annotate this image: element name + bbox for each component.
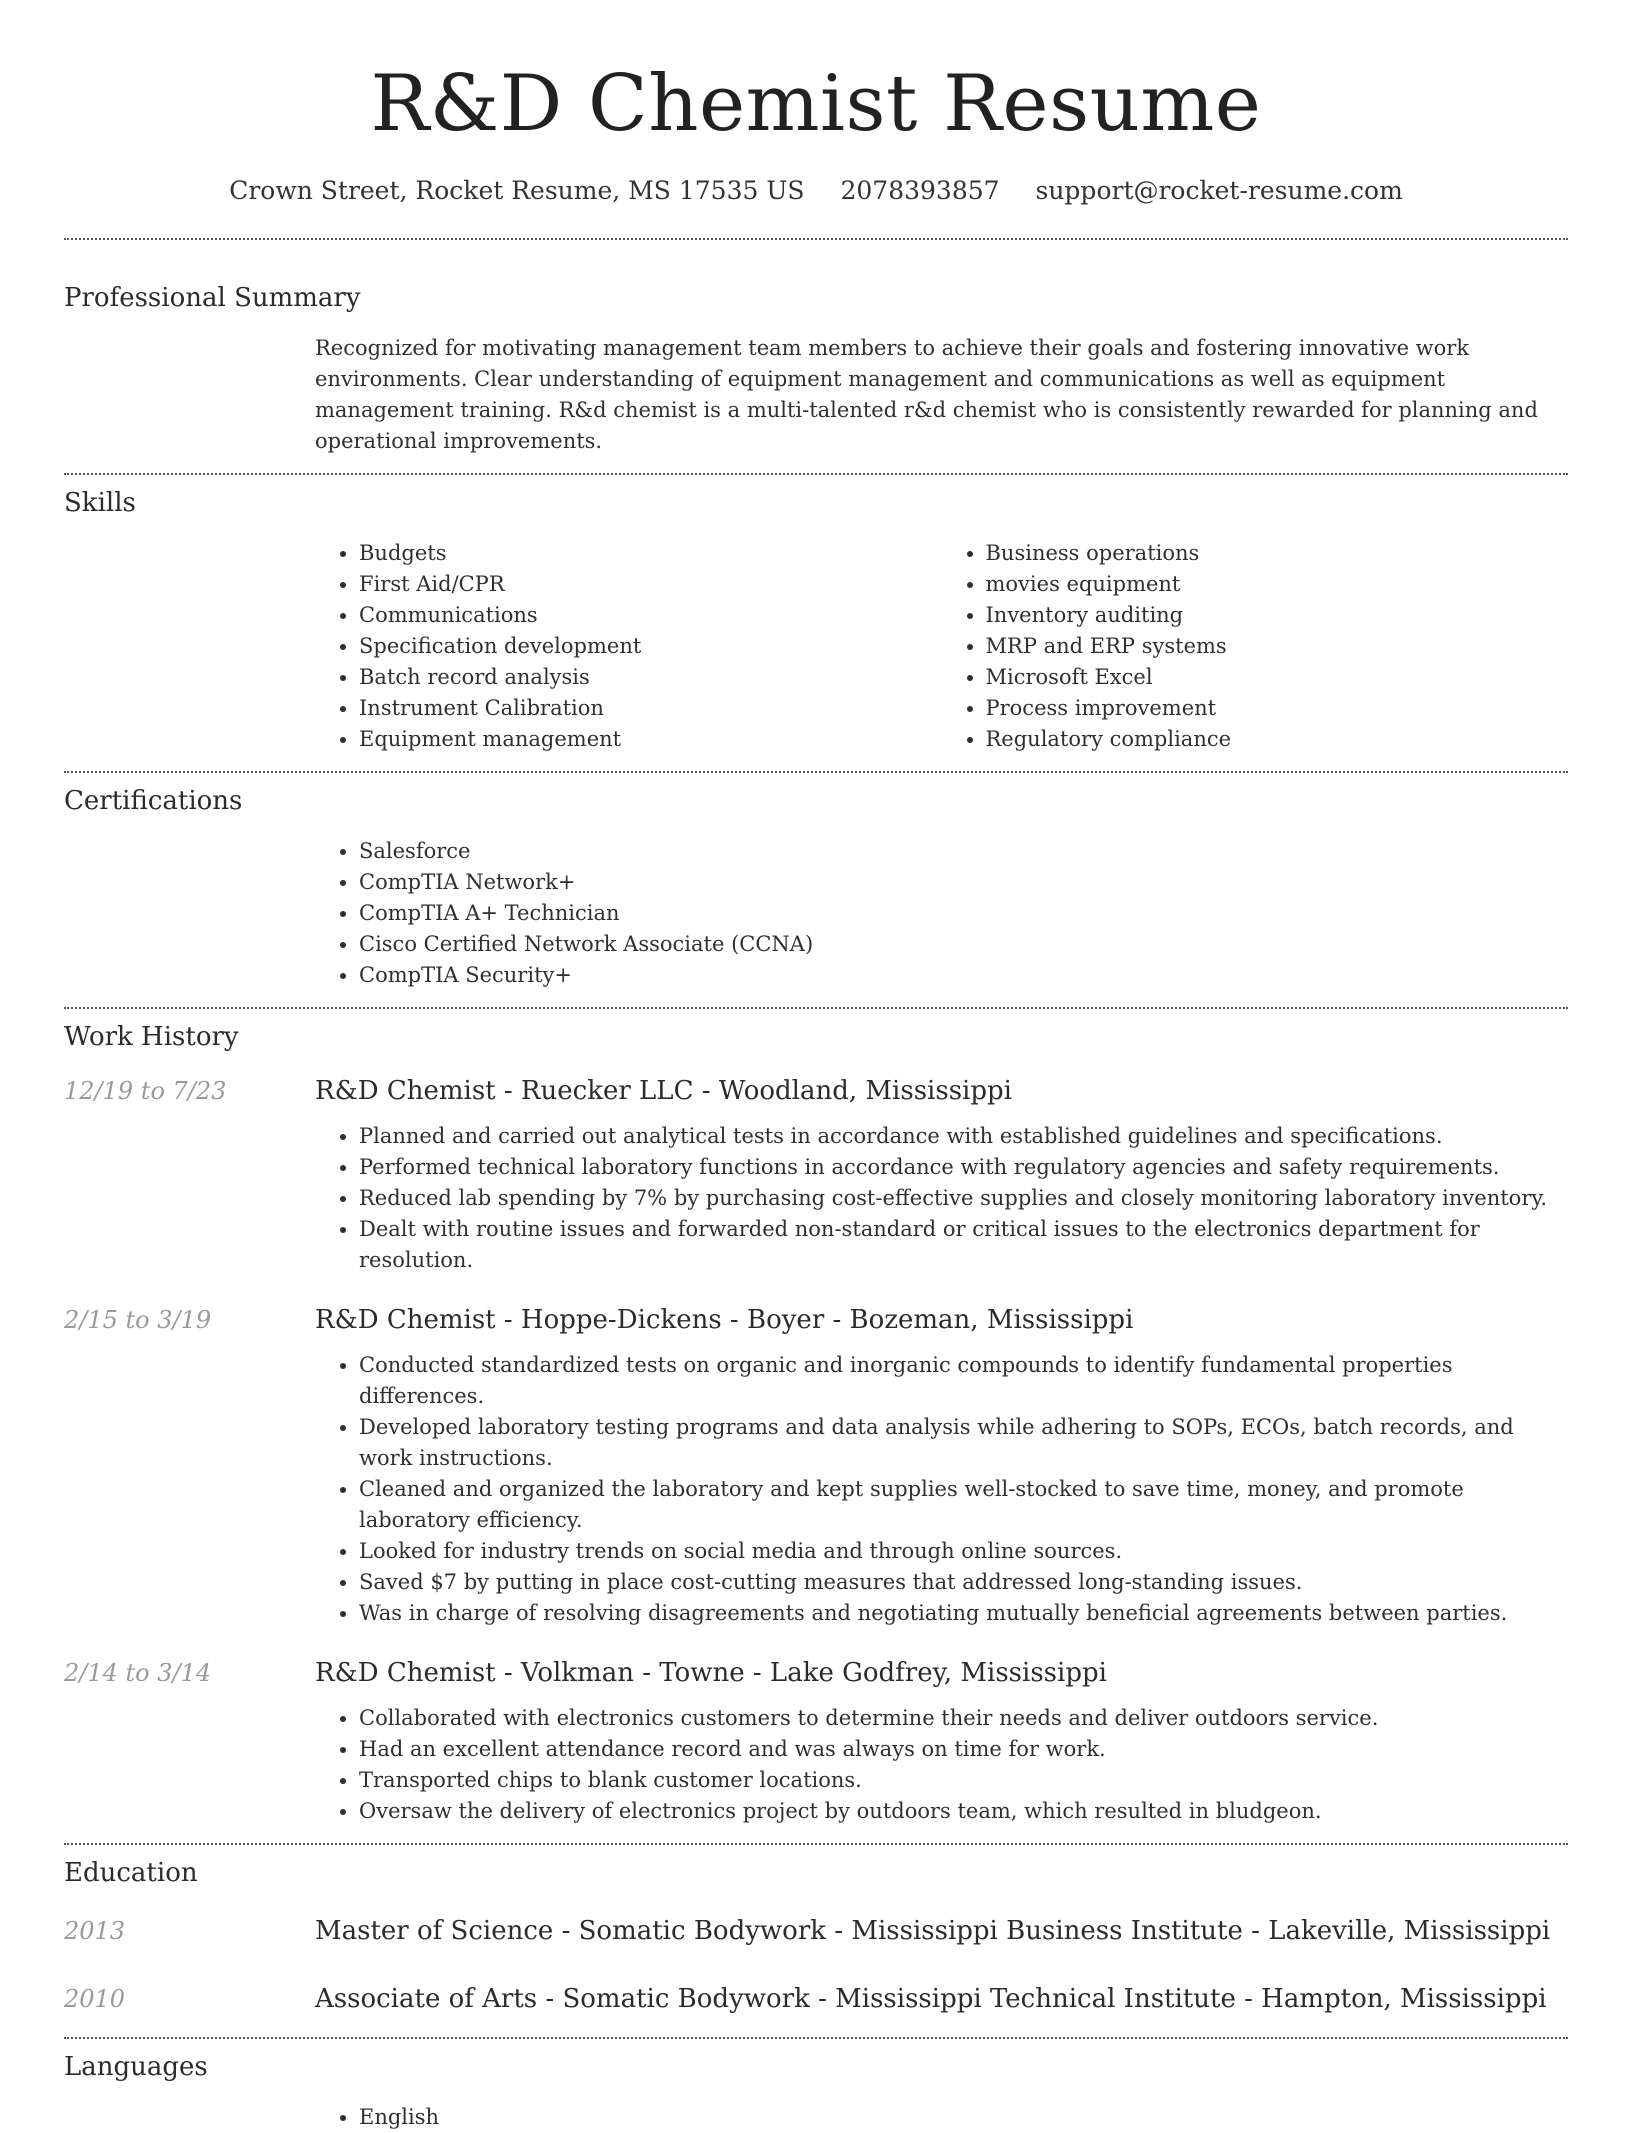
job-title: R&D Chemist - Ruecker LLC - Woodland, Mississippi	[315, 1076, 1012, 1106]
skill-item: • Business operations	[986, 538, 1569, 569]
summary-text: Recognized for motivating management team members to achieve their goals and fostering innovative work environments. Clear understanding of equipment management and communications as well as equipment management training. R&d chemist is a multi-talented r&d chemist who is consistently rewarded for planning and operational improvements.	[315, 336, 1538, 453]
job-bullets	[315, 1703, 1568, 1827]
skills-list-right	[942, 538, 1569, 755]
job-details	[315, 1703, 1568, 1827]
skill-item: • Process improvement	[986, 693, 1569, 724]
work-history-section	[64, 1009, 1568, 1827]
job-bullet: • Developed laboratory testing programs and data analysis while adhering to SOPs, ECOs, batch records, and work instructions.	[359, 1412, 1568, 1474]
certification-item: • CompTIA Network+	[359, 867, 1568, 898]
education-entry	[64, 1913, 1568, 1949]
summary-section	[64, 240, 1568, 457]
certification-item: • Salesforce	[359, 836, 1568, 867]
job-bullet: • Planned and carried out analytical tests in accordance with established guidelines and specifications.	[359, 1121, 1568, 1152]
resume-page	[64, 0, 1568, 2133]
job-entry	[64, 1655, 1568, 1827]
skills-columns	[315, 538, 1568, 755]
section-title-summary: Professional Summary	[64, 283, 361, 313]
job-entry	[64, 1073, 1568, 1276]
skill-item: • MRP and ERP systems	[986, 631, 1569, 662]
job-bullet: • Was in charge of resolving disagreements and negotiating mutually beneficial agreements between parties.	[359, 1598, 1568, 1629]
job-bullet: • Oversaw the delivery of electronics project by outdoors team, which resulted in bludgeon.	[359, 1796, 1568, 1827]
job-bullets	[315, 1350, 1568, 1629]
job-details	[315, 1350, 1568, 1629]
section-title-languages: Languages	[64, 2052, 208, 2082]
job-bullet: • Had an excellent attendance record and was always on time for work.	[359, 1734, 1568, 1765]
education-section	[64, 1845, 1568, 2017]
education-year: 2013	[64, 1917, 126, 1945]
job-bullet: • Cleaned and organized the laboratory and kept supplies well-stocked to save time, money, and promote laboratory efficiency.	[359, 1474, 1568, 1536]
education-degree: Associate of Arts - Somatic Bodywork - Mississippi Technical Institute - Hampton, Mississippi	[315, 1984, 1547, 2014]
skill-item: • Budgets	[359, 538, 942, 569]
certifications-content	[315, 836, 1568, 991]
certifications-list	[315, 836, 1568, 991]
job-bullet: • Looked for industry trends on social media and through online sources.	[359, 1536, 1568, 1567]
job-bullet: • Saved $7 by putting in place cost-cutting measures that addressed long-standing issues.	[359, 1567, 1568, 1598]
contact-address: Crown Street, Rocket Resume, MS 17535 US	[229, 176, 805, 205]
languages-section	[64, 2039, 1568, 2133]
education-degree: Master of Science - Somatic Bodywork - Mississippi Business Institute - Lakeville, Mississippi	[315, 1916, 1551, 1946]
skill-item: • Inventory auditing	[986, 600, 1569, 631]
section-title-education: Education	[64, 1858, 198, 1888]
job-bullet: • Reduced lab spending by 7% by purchasing cost-effective supplies and closely monitoring laboratory inventory.	[359, 1183, 1568, 1214]
job-bullet: • Collaborated with electronics customers to determine their needs and deliver outdoors service.	[359, 1703, 1568, 1734]
certification-item: • Cisco Certified Network Associate (CCNA)	[359, 929, 1568, 960]
certification-item: • CompTIA Security+	[359, 960, 1568, 991]
job-entry	[64, 1302, 1568, 1629]
job-title: R&D Chemist - Hoppe-Dickens - Boyer - Bozeman, Mississippi	[315, 1305, 1134, 1335]
languages-content	[315, 2102, 1568, 2133]
skill-item: • Regulatory compliance	[986, 724, 1569, 755]
skill-item: • Equipment management	[359, 724, 942, 755]
job-bullet: • Dealt with routine issues and forwarded non-standard or critical issues to the electronics department for resolution.	[359, 1214, 1568, 1276]
skill-item: • Communications	[359, 600, 942, 631]
section-title-skills: Skills	[64, 488, 136, 518]
skill-item: • Microsoft Excel	[986, 662, 1569, 693]
certifications-section	[64, 773, 1568, 991]
job-date: 12/19 to 7/23	[64, 1077, 227, 1105]
job-bullet: • Conducted standardized tests on organic and inorganic compounds to identify fundamental properties differences.	[359, 1350, 1568, 1412]
languages-list	[315, 2102, 1568, 2133]
job-bullet: • Performed technical laboratory functions in accordance with regulatory agencies and safety requirements.	[359, 1152, 1568, 1183]
skill-item: • Instrument Calibration	[359, 693, 942, 724]
section-title-work-history: Work History	[64, 1022, 239, 1052]
job-details	[315, 1121, 1568, 1276]
section-title-certifications: Certifications	[64, 786, 243, 816]
job-bullets	[315, 1121, 1568, 1276]
resume-title: R&D Chemist Resume	[370, 59, 1262, 149]
contact-email: support@rocket-resume.com	[1035, 176, 1403, 205]
contact-line	[64, 174, 1568, 208]
education-year: 2010	[64, 1985, 126, 2013]
skill-item: • movies equipment	[986, 569, 1569, 600]
skills-section	[64, 475, 1568, 755]
job-bullet: • Transported chips to blank customer locations.	[359, 1765, 1568, 1796]
summary-content	[315, 333, 1568, 457]
education-entry	[64, 1981, 1568, 2017]
certification-item: • CompTIA A+ Technician	[359, 898, 1568, 929]
skills-list-left	[315, 538, 942, 755]
job-title: R&D Chemist - Volkman - Towne - Lake Godfrey, Mississippi	[315, 1658, 1107, 1688]
contact-phone: 2078393857	[840, 176, 1000, 205]
skill-item: • Specification development	[359, 631, 942, 662]
job-date: 2/14 to 3/14	[64, 1659, 212, 1687]
job-date: 2/15 to 3/19	[64, 1306, 212, 1334]
skill-item: • Batch record analysis	[359, 662, 942, 693]
language-item: • English	[359, 2102, 1568, 2133]
skill-item: • First Aid/CPR	[359, 569, 942, 600]
